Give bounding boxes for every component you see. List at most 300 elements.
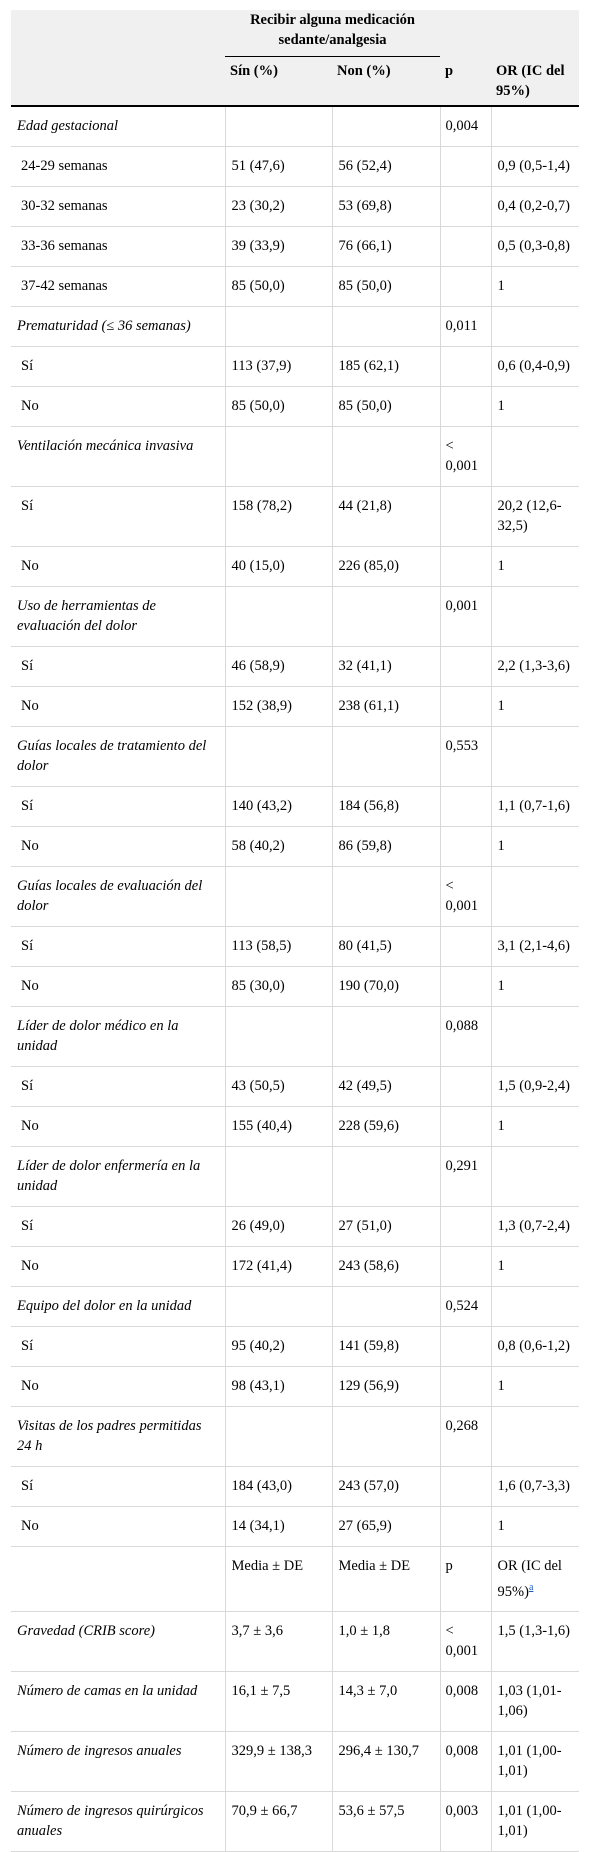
table-row [11,1732,579,1792]
table-row [11,146,579,186]
cell-yes [225,1286,332,1326]
cell-yes-text: 98 (43,1) [231,1377,285,1394]
cell-yes [225,726,332,786]
cell-no [332,1672,440,1732]
table-row [11,1066,579,1106]
row-label-text: Número de camas en la unidad [17,1683,198,1700]
cell-p [440,966,491,1006]
cell-or [491,1672,579,1732]
table-row [11,926,579,966]
cell-or-text: 1,5 (1,3-1,6) [497,1623,571,1640]
cell-yes [225,1106,332,1146]
cell-no [332,966,440,1006]
table-container [11,10,579,1852]
cell-p [440,1612,491,1672]
table-row [11,786,579,826]
row-label [11,646,225,686]
cell-or [491,1546,579,1612]
row-label [11,146,225,186]
cell-p-text: 0,008 [445,1683,479,1700]
row-label-text: Líder de dolor médico en la unidad [17,1017,179,1054]
cell-p-text: < 0,001 [445,877,479,914]
cell-yes-text: 23 (30,2) [231,197,285,214]
cell-or-text: 1,03 (1,01-1,06) [497,1683,562,1720]
table-row [11,306,579,346]
cell-or [491,826,579,866]
cell-yes [225,1466,332,1506]
row-label [11,826,225,866]
cell-yes [225,1146,332,1206]
cell-no-text: 42 (49,5) [338,1077,392,1094]
table-row [11,1366,579,1406]
table-row [11,106,579,147]
header-empty-cell [11,10,225,57]
row-label-text: No [21,1377,39,1394]
footnote-link[interactable]: a [528,1581,534,1593]
row-label [11,306,225,346]
row-label [11,866,225,926]
cell-no [332,346,440,386]
cell-no [332,186,440,226]
cell-no [332,306,440,346]
row-label-text: 30-32 semanas [21,197,108,214]
cell-no-text: 53 (69,8) [338,197,392,214]
cell-p [440,486,491,546]
cell-yes [225,1546,332,1612]
cell-p [440,146,491,186]
row-label-text: 24-29 semanas [21,157,108,174]
cell-yes [225,346,332,386]
cell-yes [225,866,332,926]
row-label-text: No [21,697,39,714]
cell-or [491,1406,579,1466]
cell-or-text: 2,2 (1,3-3,6) [497,657,571,674]
cell-or-text: 1 [497,277,505,294]
cell-yes [225,1406,332,1466]
cell-p-text: 0,268 [445,1417,479,1434]
cell-p [440,386,491,426]
row-label [11,786,225,826]
cell-yes [225,966,332,1006]
cell-no [332,1366,440,1406]
cell-yes [225,1366,332,1406]
cell-no [332,1546,440,1612]
cell-yes-text: 16,1 ± 7,5 [231,1683,291,1700]
cell-p [440,1366,491,1406]
row-label-text: Guías locales de evaluación del dolor [17,877,203,914]
cell-or-text: 1 [497,557,505,574]
cell-p [440,1146,491,1206]
cell-p-text: < 0,001 [445,437,479,474]
cell-p [440,346,491,386]
cell-yes-text: 85 (50,0) [231,397,285,414]
table-row [11,1612,579,1672]
cell-no [332,546,440,586]
cell-p [440,686,491,726]
header-empty-cell [491,10,579,57]
cell-no [332,386,440,426]
cell-yes-text: 158 (78,2) [231,497,292,514]
cell-or-text: 1 [497,1517,505,1534]
cell-yes [225,926,332,966]
row-label [11,1246,225,1286]
cell-yes [225,826,332,866]
cell-p [440,226,491,266]
row-label [11,1106,225,1146]
cell-p [440,1326,491,1366]
cell-or-text: 0,5 (0,3-0,8) [497,237,571,254]
cell-yes [225,1006,332,1066]
row-label [11,1406,225,1466]
cell-yes-text: 58 (40,2) [231,837,285,854]
cell-no-text: 190 (70,0) [338,977,399,994]
row-label-text: Prematuridad (≤ 36 semanas) [17,317,191,334]
cell-or-text: 1,01 (1,00-1,01) [497,1743,562,1780]
cell-yes [225,1792,332,1852]
cell-no [332,1066,440,1106]
cell-no [332,1612,440,1672]
cell-no [332,1246,440,1286]
cell-yes-text: 184 (43,0) [231,1477,292,1494]
table-row [11,226,579,266]
header-col-no: Non (%) [332,57,440,106]
cell-yes [225,426,332,486]
cell-p [440,726,491,786]
cell-yes-text: 51 (47,6) [231,157,285,174]
table-header [11,10,579,106]
cell-or-text: 0,8 (0,6-1,2) [497,1337,571,1354]
table-row [11,1106,579,1146]
cell-yes-text: 85 (50,0) [231,277,285,294]
cell-or [491,1466,579,1506]
row-label [11,966,225,1006]
row-label-text: Número de ingresos quirúrgicos anuales [17,1803,204,1840]
row-label [11,186,225,226]
row-label-text: Uso de herramientas de evaluación del dolor [17,597,156,634]
cell-yes [225,266,332,306]
cell-or [491,106,579,147]
row-label [11,266,225,306]
cell-no-text: 184 (56,8) [338,797,399,814]
row-label [11,1506,225,1546]
cell-p-text: 0,001 [445,597,479,614]
cell-p [440,926,491,966]
cell-yes [225,226,332,266]
row-label [11,346,225,386]
cell-p-text: 0,553 [445,737,479,754]
row-label [11,1206,225,1246]
cell-no-text: 44 (21,8) [338,497,392,514]
header-empty-cell [11,57,225,106]
cell-no-text: 228 (59,6) [338,1117,399,1134]
cell-no-text: 80 (41,5) [338,937,392,954]
cell-or-text: OR (IC del 95%) [497,1557,562,1600]
cell-no [332,686,440,726]
cell-no-text: 185 (62,1) [338,357,399,374]
row-label [11,1466,225,1506]
row-label-text: No [21,837,39,854]
header-col-yes: Sín (%) [225,57,332,106]
cell-or-text: 1 [497,697,505,714]
cell-no [332,826,440,866]
table-row [11,646,579,686]
row-label [11,1612,225,1672]
row-label [11,1672,225,1732]
cell-no [332,586,440,646]
cell-no [332,646,440,686]
cell-p-text: p [445,1557,453,1574]
cell-p [440,266,491,306]
cell-p-text: 0,011 [445,317,478,334]
cell-p [440,1006,491,1066]
row-label [11,1286,225,1326]
cell-no [332,486,440,546]
cell-yes-text: 155 (40,4) [231,1117,292,1134]
row-label [11,1366,225,1406]
cell-no [332,226,440,266]
cell-or-text: 1,1 (0,7-1,6) [497,797,571,814]
cell-no-text: 129 (56,9) [338,1377,399,1394]
cell-p [440,1066,491,1106]
cell-or [491,726,579,786]
cell-or [491,426,579,486]
cell-or [491,266,579,306]
cell-or [491,1506,579,1546]
table-row [11,186,579,226]
cell-p-text: 0,004 [445,117,479,134]
cell-or-text: 1,3 (0,7-2,4) [497,1217,571,1234]
cell-no [332,1732,440,1792]
cell-no [332,786,440,826]
cell-yes [225,186,332,226]
cell-p [440,546,491,586]
cell-yes [225,1672,332,1732]
cell-or-text: 1,01 (1,00-1,01) [497,1803,562,1840]
cell-no [332,1206,440,1246]
table-row [11,1792,579,1852]
cell-or [491,1792,579,1852]
cell-no-text: 85 (50,0) [338,397,392,414]
cell-or [491,1066,579,1106]
cell-yes-text: 40 (15,0) [231,557,285,574]
row-label-text: No [21,397,39,414]
cell-no [332,1406,440,1466]
cell-or [491,346,579,386]
cell-or-text: 1 [497,397,505,414]
cell-p [440,1286,491,1326]
cell-p [440,1406,491,1466]
table-row [11,686,579,726]
row-label [11,1732,225,1792]
cell-no [332,1466,440,1506]
cell-or [491,226,579,266]
row-label-text: Sí [21,1077,34,1094]
cell-yes-text: 113 (37,9) [231,357,292,374]
cell-or [491,1146,579,1206]
header-col-p: p [440,57,491,106]
cell-or [491,786,579,826]
row-label-text: 33-36 semanas [21,237,108,254]
cell-p-text: 0,524 [445,1297,479,1314]
row-label [11,1066,225,1106]
cell-no-text: 238 (61,1) [338,697,399,714]
table-row [11,1206,579,1246]
cell-no-text: Media ± DE [338,1557,411,1574]
table-row [11,726,579,786]
table-row [11,426,579,486]
cell-or [491,1106,579,1146]
cell-yes-text: 14 (34,1) [231,1517,285,1534]
table-body [11,106,579,1852]
cell-yes [225,786,332,826]
cell-no-text: 296,4 ± 130,7 [338,1743,419,1760]
cell-or [491,646,579,686]
table-row [11,1146,579,1206]
cell-yes-text: 140 (43,2) [231,797,292,814]
cell-p-text: < 0,001 [445,1623,479,1660]
cell-or-text: 1 [497,1257,505,1274]
row-label-text: 37-42 semanas [21,277,108,294]
cell-yes-text: 113 (58,5) [231,937,292,954]
cell-or [491,1612,579,1672]
cell-no [332,1506,440,1546]
table-row [11,966,579,1006]
cell-yes-text: 95 (40,2) [231,1337,285,1354]
cell-no-text: 32 (41,1) [338,657,392,674]
cell-or [491,866,579,926]
cell-or-text: 1 [497,1117,505,1134]
row-label-text: Sí [21,657,34,674]
table-row [11,486,579,546]
cell-p-text: 0,008 [445,1743,479,1760]
row-label-text: Edad gestacional [17,117,119,134]
table-row [11,1286,579,1326]
table-row [11,1006,579,1066]
cell-no [332,266,440,306]
cell-or [491,1326,579,1366]
row-label-text: Sí [21,797,34,814]
row-label [11,386,225,426]
table-row [11,1326,579,1366]
table-row [11,1506,579,1546]
cell-no [332,426,440,486]
row-label [11,426,225,486]
cell-no-text: 27 (65,9) [338,1517,392,1534]
cell-p-text: 0,291 [445,1157,479,1174]
cell-or [491,1286,579,1326]
cell-yes [225,306,332,346]
cell-no [332,1106,440,1146]
cell-yes [225,686,332,726]
cell-or-text: 0,6 (0,4-0,9) [497,357,571,374]
cell-p [440,1466,491,1506]
table-row [11,546,579,586]
cell-no [332,1146,440,1206]
table-row [11,386,579,426]
cell-yes-text: Media ± DE [231,1557,304,1574]
table-row [11,346,579,386]
cell-yes [225,486,332,546]
cell-no-text: 1,0 ± 1,8 [338,1623,390,1640]
cell-yes [225,1732,332,1792]
cell-yes-text: 329,9 ± 138,3 [231,1743,312,1760]
cell-no [332,926,440,966]
cell-yes [225,1206,332,1246]
table-row [11,1406,579,1466]
table-row [11,1466,579,1506]
cell-yes [225,546,332,586]
cell-no-text: 76 (66,1) [338,237,392,254]
row-label [11,1006,225,1066]
cell-or-text: 0,9 (0,5-1,4) [497,157,571,174]
cell-no [332,1792,440,1852]
cell-p [440,106,491,147]
cell-or [491,586,579,646]
row-label-text: Sí [21,937,34,954]
cell-yes [225,106,332,147]
row-label [11,106,225,147]
header-col-or: OR (IC del 95%) [491,57,579,106]
table-subheader-row [11,1546,579,1612]
cell-yes [225,1506,332,1546]
cell-yes [225,586,332,646]
cell-no-text: 243 (57,0) [338,1477,399,1494]
cell-yes [225,146,332,186]
table-row [11,826,579,866]
cell-yes-text: 46 (58,9) [231,657,285,674]
cell-or [491,306,579,346]
cell-yes [225,646,332,686]
cell-p [440,586,491,646]
row-label-text: No [21,557,39,574]
row-label-text: Número de ingresos anuales [17,1743,182,1760]
row-label-text: Sí [21,1477,34,1494]
cell-p [440,826,491,866]
cell-no-text: 141 (59,8) [338,1337,399,1354]
cell-or [491,1006,579,1066]
cell-or-text: 1 [497,1377,505,1394]
cell-yes-text: 172 (41,4) [231,1257,292,1274]
cell-or [491,1206,579,1246]
cell-or-text: 20,2 (12,6-32,5) [497,497,562,534]
cell-p [440,186,491,226]
cell-or [491,146,579,186]
cell-or [491,966,579,1006]
table-row [11,866,579,926]
row-label-text: Guías locales de tratamiento del dolor [17,737,207,774]
row-label-text: No [21,1517,39,1534]
table-row [11,1672,579,1732]
cell-no [332,1326,440,1366]
row-label [11,926,225,966]
row-label [11,686,225,726]
cell-or-text: 0,4 (0,2-0,7) [497,197,571,214]
cell-yes [225,1612,332,1672]
cell-no-text: 53,6 ± 57,5 [338,1803,405,1820]
cell-p [440,1732,491,1792]
cell-no-text: 226 (85,0) [338,557,399,574]
cell-no-text: 56 (52,4) [338,157,392,174]
row-label-text: Equipo del dolor en la unidad [17,1297,192,1314]
cell-yes-text: 26 (49,0) [231,1217,285,1234]
row-label [11,226,225,266]
row-label [11,726,225,786]
cell-yes-text: 70,9 ± 66,7 [231,1803,298,1820]
cell-no [332,866,440,926]
cell-or [491,186,579,226]
header-empty-cell [440,10,491,57]
row-label-text: No [21,1257,39,1274]
